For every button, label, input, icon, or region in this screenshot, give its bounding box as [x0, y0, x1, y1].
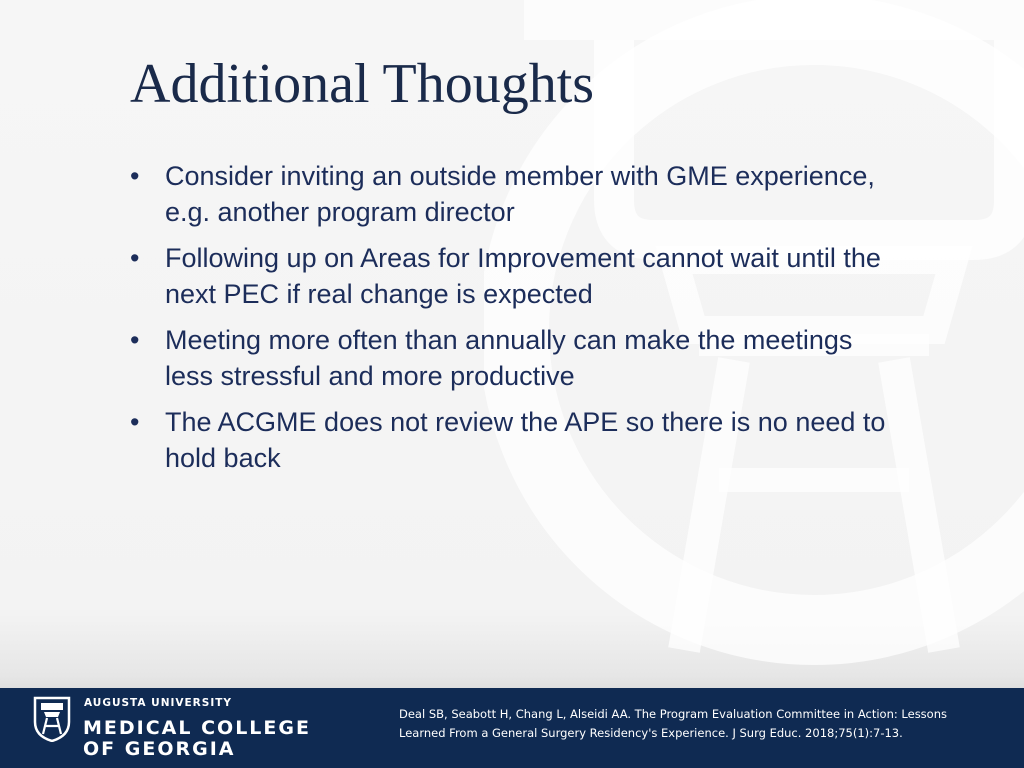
- brand-college-name-line2: OF GEORGIA: [83, 738, 236, 760]
- slide-title: Additional Thoughts: [130, 53, 595, 115]
- list-item: [130, 158, 890, 230]
- bullet-list: [130, 158, 890, 486]
- brand-university-name: AUGUSTA UNIVERSITY: [84, 697, 233, 709]
- bullet-icon: •: [130, 243, 140, 273]
- shield-logo-icon: [32, 696, 72, 742]
- bullet-text: The ACGME does not review the APE so there is no need to hold back: [165, 407, 886, 473]
- footer-bar: [0, 688, 1024, 768]
- citation-line: Learned From a General Surgery Residency's Experience. J Surg Educ. 2018;75(1):7-13.: [399, 726, 903, 740]
- brand-college-name-line1: MEDICAL COLLEGE: [83, 717, 311, 739]
- bullet-icon: •: [130, 325, 140, 355]
- bullet-text: Meeting more often than annually can make the meetings less stressful and more productive: [165, 325, 853, 391]
- list-item: [130, 322, 890, 394]
- bullet-icon: •: [130, 161, 140, 191]
- bullet-icon: •: [130, 407, 140, 437]
- bullet-text: Following up on Areas for Improvement cannot wait until the next PEC if real change is expected: [165, 243, 881, 309]
- citation: [399, 705, 1019, 743]
- bullet-text: Consider inviting an outside member with GME experience, e.g. another program director: [165, 161, 875, 227]
- list-item: [130, 240, 890, 312]
- citation-line: Deal SB, Seabott H, Chang L, Alseidi AA. The Program Evaluation Committee in Action: Lessons: [399, 707, 947, 721]
- list-item: [130, 404, 890, 476]
